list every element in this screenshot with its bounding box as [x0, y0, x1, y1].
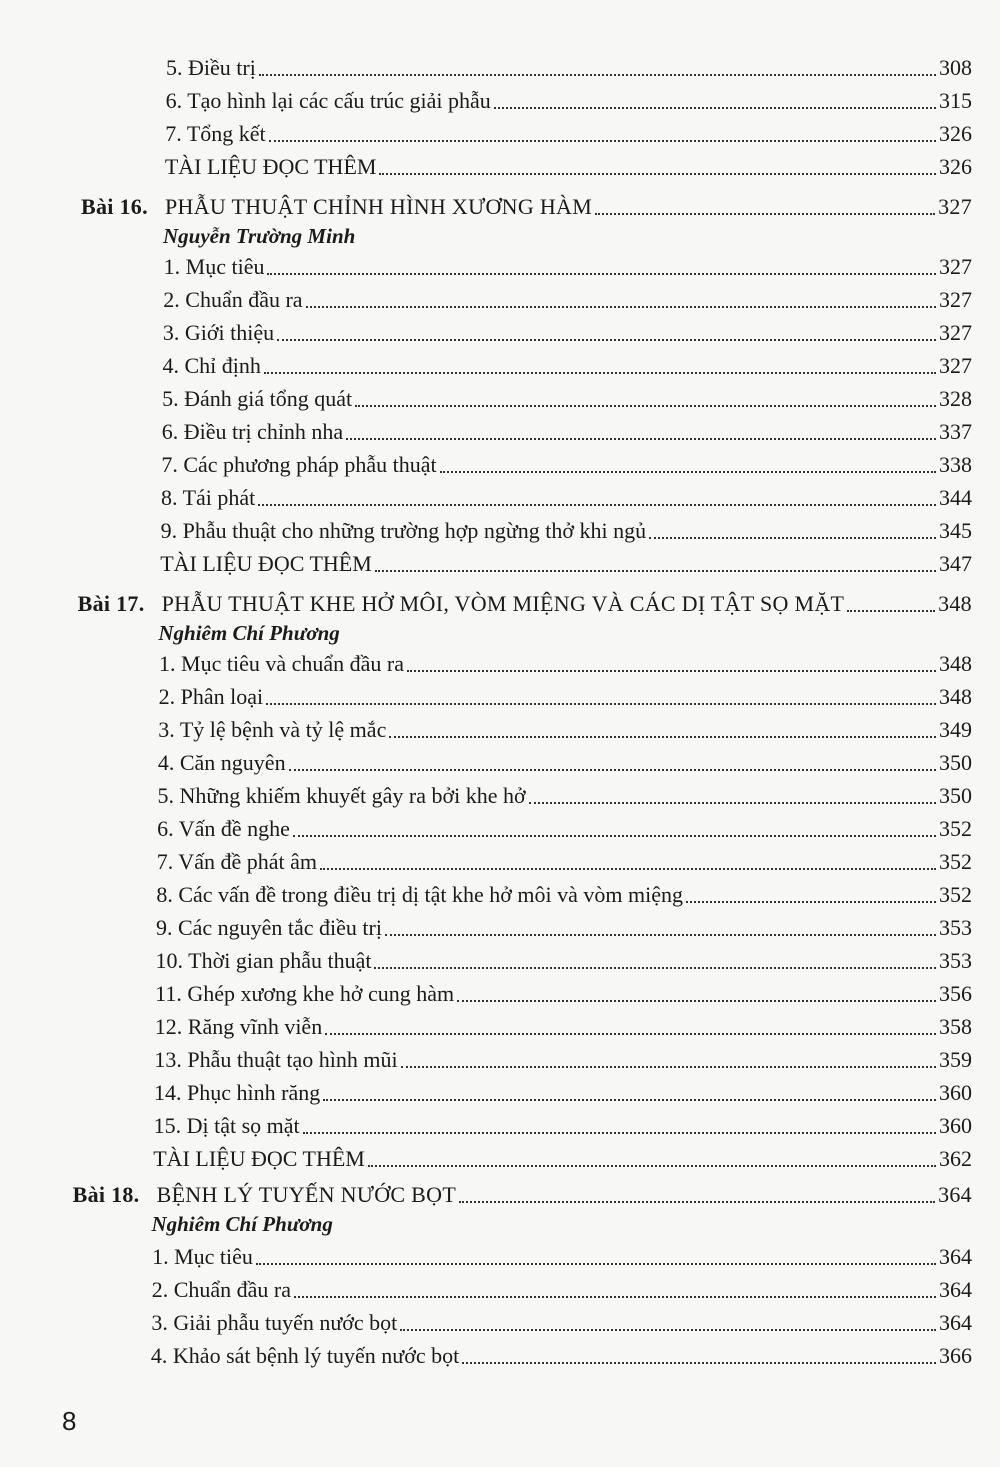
toc-entry-label: 1. Mục tiêu	[163, 254, 265, 279]
page-number: 8	[62, 1406, 77, 1436]
toc-entry[interactable]	[163, 287, 972, 313]
toc-page-number: 360	[938, 1080, 972, 1105]
toc-entry-label: 2. Chuẩn đầu ra	[151, 1277, 291, 1302]
toc-entry[interactable]	[152, 1244, 972, 1270]
toc-entry-label: 13. Phẫu thuật tạo hình mũi	[154, 1047, 398, 1072]
dot-leader	[264, 372, 936, 374]
toc-entry[interactable]	[153, 1146, 972, 1172]
dot-leader	[847, 610, 935, 612]
toc-page-number: 327	[938, 287, 972, 312]
toc-entry[interactable]	[162, 419, 972, 445]
toc-entry[interactable]	[161, 518, 972, 544]
toc-lesson-entry[interactable]	[78, 591, 972, 617]
toc-entry-label: 7. Tổng kết	[165, 121, 266, 146]
dot-leader	[389, 736, 936, 738]
toc-entry-label: 9. Các nguyên tắc điều trị	[155, 915, 382, 940]
lesson-heading	[73, 1182, 456, 1208]
toc-entry[interactable]	[166, 55, 972, 81]
toc-page-number: 364	[938, 1182, 972, 1207]
toc-entry-label: 2. Phân loại	[158, 684, 264, 709]
dot-leader	[289, 769, 936, 771]
toc-entry-label: 2. Chuẩn đầu ra	[163, 287, 303, 312]
toc-page-number: 348	[938, 591, 972, 616]
toc-page-number: 364	[938, 1310, 972, 1335]
toc-entry[interactable]	[151, 1343, 972, 1369]
dot-leader	[529, 802, 936, 804]
dot-leader	[368, 1165, 936, 1167]
dot-leader	[258, 504, 936, 506]
toc-page-number: 353	[938, 915, 972, 940]
toc-page-number: 337	[938, 419, 972, 444]
toc-entry-label: 9. Phẫu thuật cho những trường hợp ngừng thở khi ngủ	[160, 518, 647, 543]
toc-page-number: 352	[938, 849, 972, 874]
toc-entry[interactable]	[156, 882, 972, 908]
lesson-title: PHẪU THUẬT KHE HỞ MÔI, VÒM MIỆNG VÀ CÁC DỊ TẬT SỌ MẶT	[161, 591, 845, 616]
toc-entry[interactable]	[154, 1113, 972, 1139]
toc-entry-label: 12. Răng vĩnh viễn	[154, 1014, 323, 1039]
toc-entry[interactable]	[162, 386, 972, 412]
toc-page-number: 360	[938, 1113, 972, 1138]
toc-entry-label: 3. Tỷ lệ bệnh và tỷ lệ mắc	[158, 717, 387, 742]
toc-entry[interactable]	[158, 717, 972, 743]
author-name: Nguyễn Trường Minh	[163, 224, 356, 248]
dot-leader	[346, 438, 936, 440]
toc-entry[interactable]	[159, 651, 972, 677]
lesson-number: Bài 18.	[72, 1182, 140, 1207]
dot-leader	[375, 570, 936, 572]
toc-entry[interactable]	[163, 353, 972, 379]
toc-page-number: 349	[938, 717, 972, 742]
toc-entry-label: 4. Khảo sát bệnh lý tuyến nước bọt	[150, 1343, 460, 1368]
dot-leader	[256, 1263, 936, 1265]
toc-page-number: 358	[938, 1014, 972, 1039]
toc-entry-label: 10. Thời gian phẫu thuật	[155, 948, 372, 973]
toc-entry[interactable]	[164, 254, 972, 280]
dot-leader	[320, 868, 936, 870]
toc-entry[interactable]	[160, 551, 972, 577]
dot-leader	[400, 1329, 936, 1331]
toc-entry-label: 6. Điều trị chỉnh nha	[161, 419, 344, 444]
toc-entry-label: 14. Phục hình răng	[154, 1080, 321, 1105]
lesson-heading	[81, 194, 592, 220]
dot-leader	[277, 339, 936, 341]
lesson-title: PHẪU THUẬT CHỈNH HÌNH XƯƠNG HÀM	[165, 194, 593, 219]
dot-leader	[293, 835, 936, 837]
toc-entry-label: 5. Những khiếm khuyết gây ra bởi khe hở	[157, 783, 526, 808]
toc-entry-label: 1. Mục tiêu và chuẩn đầu ra	[159, 651, 404, 676]
dot-leader	[459, 1201, 935, 1203]
toc-entry[interactable]	[157, 849, 972, 875]
toc-entry[interactable]	[154, 1047, 972, 1073]
toc-page-number: 364	[938, 1244, 972, 1269]
toc-page-number: 356	[938, 981, 972, 1006]
dot-leader	[595, 213, 935, 215]
toc-page-number: 362	[938, 1146, 972, 1171]
dot-leader	[267, 273, 936, 275]
toc-entry-label: TÀI LIỆU ĐỌC THÊM	[164, 154, 377, 179]
toc-page-number: 364	[938, 1277, 972, 1302]
dot-leader	[266, 703, 936, 705]
toc-page-number: 326	[938, 121, 972, 146]
lesson-title: BỆNH LÝ TUYẾN NƯỚC BỌT	[156, 1182, 457, 1207]
toc-entry[interactable]	[151, 1310, 972, 1336]
dot-leader	[303, 1132, 936, 1134]
toc-entry-label: 6. Vấn đề nghe	[157, 816, 290, 841]
toc-page-number: 359	[938, 1047, 972, 1072]
dot-leader	[401, 1066, 936, 1068]
dot-leader	[379, 173, 936, 175]
toc-entry[interactable]	[165, 154, 972, 180]
toc-page-number: 308	[939, 55, 972, 80]
toc-page-number: 328	[938, 386, 972, 411]
author-name: Nghiêm Chí Phương	[151, 1212, 333, 1236]
dot-leader	[385, 934, 936, 936]
toc-entry[interactable]	[152, 1277, 972, 1303]
toc-page-number: 327	[938, 194, 972, 219]
dot-leader	[457, 1000, 936, 1002]
toc-entry[interactable]	[155, 981, 972, 1007]
toc-entry-label: 5. Đánh giá tổng quát	[162, 386, 353, 411]
toc-entry-label: 7. Các phương pháp phẫu thuật	[161, 452, 437, 477]
lesson-number: Bài 16.	[81, 194, 148, 219]
toc-entry-label: 7. Vấn đề phát âm	[156, 849, 317, 874]
toc-page-number: 326	[938, 154, 972, 179]
toc-page-number: 353	[938, 948, 972, 973]
toc-entry[interactable]	[163, 320, 972, 346]
toc-page-number: 345	[938, 518, 972, 543]
dot-leader	[325, 1033, 936, 1035]
dot-leader	[686, 901, 936, 903]
toc-entry[interactable]	[161, 452, 972, 478]
dot-leader	[269, 140, 936, 142]
toc-page-number: 348	[938, 651, 972, 676]
toc-entry-label: TÀI LIỆU ĐỌC THÊM	[153, 1146, 365, 1171]
toc-entry-label: 3. Giải phẫu tuyến nước bọt	[151, 1310, 398, 1335]
toc-entry[interactable]	[154, 1080, 972, 1106]
dot-leader	[259, 74, 936, 76]
toc-entry-label: 1. Mục tiêu	[152, 1244, 253, 1269]
dot-leader	[407, 670, 936, 672]
toc-entry[interactable]	[166, 88, 972, 114]
toc-entry[interactable]	[161, 485, 972, 511]
toc-page-number: 315	[938, 88, 972, 113]
toc-lesson-entry[interactable]	[81, 194, 972, 220]
dot-leader	[440, 471, 936, 473]
dot-leader	[355, 405, 936, 407]
toc-entry[interactable]	[157, 783, 972, 809]
dot-leader	[323, 1099, 936, 1101]
toc-entry[interactable]	[158, 750, 972, 776]
toc-entry[interactable]	[157, 816, 972, 842]
toc-lesson-entry[interactable]	[73, 1182, 972, 1208]
lesson-heading	[78, 591, 845, 617]
toc-page-number: 348	[938, 684, 972, 709]
toc-entry-label: TÀI LIỆU ĐỌC THÊM	[160, 551, 372, 576]
toc-entry[interactable]	[156, 915, 972, 941]
dot-leader	[494, 107, 936, 109]
toc-entry[interactable]	[155, 1014, 972, 1040]
toc-entry[interactable]	[165, 121, 972, 147]
toc-page-number: 327	[938, 353, 972, 378]
toc-page-number: 344	[938, 485, 972, 510]
dot-leader	[306, 306, 936, 308]
toc-page-number: 338	[938, 452, 972, 477]
toc-entry-label: 11. Ghép xương khe hở cung hàm	[155, 981, 455, 1006]
author-name: Nghiêm Chí Phương	[158, 621, 340, 645]
toc-entry[interactable]	[156, 948, 972, 974]
toc-page-number: 352	[938, 816, 972, 841]
toc-page-number: 352	[938, 882, 972, 907]
toc-entry-label: 8. Tái phát	[160, 485, 256, 510]
toc-page-number: 327	[938, 254, 972, 279]
toc-entry-label: 15. Dị tật sọ mặt	[153, 1113, 300, 1138]
toc-page-number: 350	[938, 783, 972, 808]
toc-page-number: 347	[938, 551, 972, 576]
toc-entry[interactable]	[159, 684, 972, 710]
lesson-number: Bài 17.	[77, 591, 145, 616]
toc-entry-label: 5. Điều trị	[166, 55, 256, 80]
toc-page-number: 327	[938, 320, 972, 345]
toc-entry-label: 4. Căn nguyên	[157, 750, 286, 775]
dot-leader	[294, 1296, 936, 1298]
toc-page-number: 366	[938, 1343, 972, 1368]
toc-page-number: 350	[938, 750, 972, 775]
dot-leader	[374, 967, 936, 969]
toc-entry-label: 6. Tạo hình lại các cấu trúc giải phẫu	[165, 88, 491, 113]
toc-entry-label: 8. Các vấn đề trong điều trị dị tật khe hở môi và vòm miệng	[156, 882, 684, 907]
dot-leader	[649, 537, 936, 539]
dot-leader	[462, 1362, 936, 1364]
toc-entry-label: 4. Chỉ định	[162, 353, 261, 378]
toc-entry-label: 3. Giới thiệu	[162, 320, 275, 345]
